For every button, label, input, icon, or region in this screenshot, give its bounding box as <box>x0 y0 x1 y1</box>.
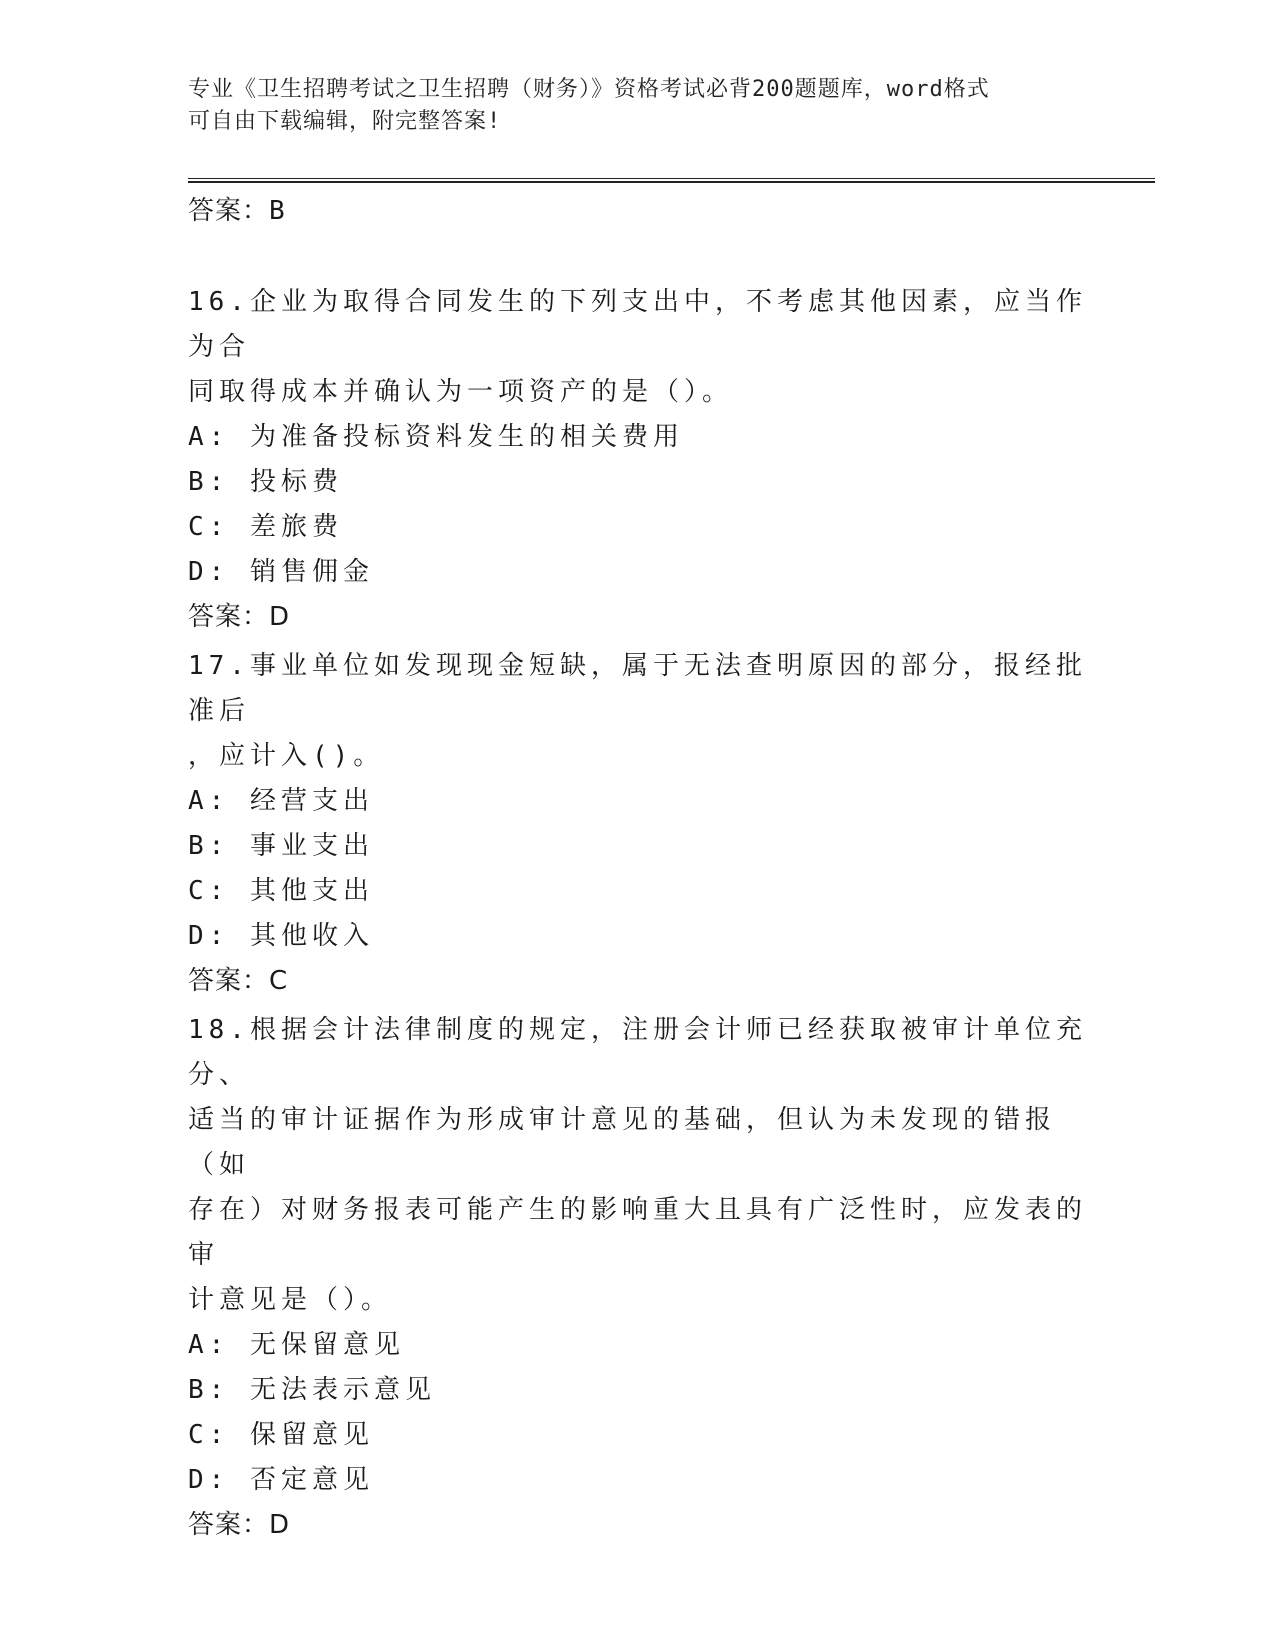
page-header <box>188 74 1068 138</box>
question-text-line: 计意见是（）。 <box>188 1285 393 1315</box>
option-c: C: 其他支出 <box>188 876 374 906</box>
question-text-line: 存在）对财务报表可能产生的影响重大且具有广泛性时，应发表的审 <box>188 1195 1088 1270</box>
question-16 <box>188 280 1088 640</box>
header-line-1: 专业《卫生招聘考试之卫生招聘（财务）》资格考试必背200题题库，word格式 <box>188 77 990 102</box>
question-text-line: 适当的审计证据作为形成审计意见的基础，但认为未发现的错报（如 <box>188 1105 1057 1180</box>
option-a: A: 经营支出 <box>188 786 374 816</box>
question-text-line: ，应计入()。 <box>188 741 385 771</box>
previous-question-answer: 答案：B <box>188 196 286 226</box>
option-d: D: 其他收入 <box>188 921 374 951</box>
answer: 答案：D <box>188 1510 291 1540</box>
header-line-2: 可自由下载编辑，附完整答案! <box>188 109 502 134</box>
option-a: A: 为准备投标资料发生的相关费用 <box>188 422 684 452</box>
question-text-line: 17.事业单位如发现现金短缺，属于无法查明原因的部分，报经批准后 <box>188 651 1087 726</box>
answer: 答案：C <box>188 966 289 996</box>
option-d: D: 销售佣金 <box>188 557 374 587</box>
question-text-line: 18.根据会计法律制度的规定，注册会计师已经获取被审计单位充分、 <box>188 1015 1087 1090</box>
option-c: C: 保留意见 <box>188 1420 374 1450</box>
option-b: B: 无法表示意见 <box>188 1375 436 1405</box>
question-text-line: 16.企业为取得合同发生的下列支出中，不考虑其他因素，应当作为合 <box>188 287 1087 362</box>
question-text-line: 同取得成本并确认为一项资产的是（）。 <box>188 377 734 407</box>
option-b: B: 投标费 <box>188 467 343 497</box>
question-17 <box>188 644 1088 1004</box>
option-b: B: 事业支出 <box>188 831 374 861</box>
option-c: C: 差旅费 <box>188 512 343 542</box>
option-a: A: 无保留意见 <box>188 1330 405 1360</box>
option-d: D: 否定意见 <box>188 1465 374 1495</box>
answer: 答案：D <box>188 602 291 632</box>
header-divider <box>188 178 1155 183</box>
question-18 <box>188 1008 1088 1548</box>
